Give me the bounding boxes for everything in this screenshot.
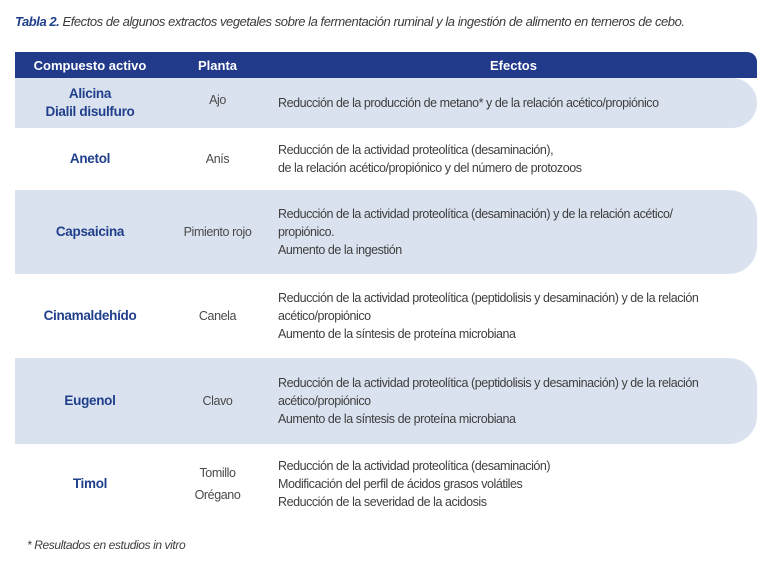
compound-cell xyxy=(15,475,165,493)
effect-line: Modificación del perfil de ácidos grasos volátiles xyxy=(278,477,523,491)
effect-line: acético/propiónico xyxy=(278,394,371,408)
effect-line: Aumento de la ingestión xyxy=(278,243,402,257)
effect-line: Reducción de la actividad proteolítica (peptidolisis y desaminación) y de la relación xyxy=(278,291,699,305)
table-row xyxy=(15,444,757,524)
compound-name: Capsaicina xyxy=(55,224,125,239)
header-compound: Compuesto activo xyxy=(33,57,147,73)
effect-line: acético/propiónico xyxy=(278,309,371,323)
plant-name: Clavo xyxy=(202,394,233,408)
footnote: * Resultados en estudios in vitro xyxy=(27,538,186,552)
plant-cell xyxy=(165,148,270,170)
effects-cell xyxy=(270,457,757,511)
table-row xyxy=(15,190,757,274)
compound-cell xyxy=(15,223,165,241)
compound-cell xyxy=(15,392,165,410)
caption-text: Efectos de algunos extractos vegetales sobre la fermentación ruminal y la ingestión de alimento en terneros de cebo. xyxy=(59,14,685,29)
compound-cell xyxy=(15,85,165,121)
plant-cell xyxy=(165,92,270,114)
table-row xyxy=(15,358,757,444)
compound-cell xyxy=(15,307,165,325)
plant-name: Orégano xyxy=(194,488,241,502)
compound-name: Cinamaldehído xyxy=(43,308,137,323)
plant-cell xyxy=(165,221,270,243)
effect-line: Reducción de la producción de metano* y de la relación acético/propiónico xyxy=(278,96,659,110)
plant-cell xyxy=(165,390,270,412)
effects-cell xyxy=(270,141,757,177)
effect-line: Reducción de la actividad proteolítica (desaminación) xyxy=(278,459,551,473)
compound-name: Alicina xyxy=(68,86,112,101)
effects-cell xyxy=(270,374,757,428)
compound-name: Dialil disulfuro xyxy=(45,104,135,119)
plant-name: Pimiento rojo xyxy=(183,225,252,239)
effects-cell xyxy=(270,94,757,112)
compound-name: Anetol xyxy=(69,151,111,166)
compound-name: Eugenol xyxy=(64,393,116,408)
plant-cell xyxy=(165,305,270,327)
table-header xyxy=(15,52,757,78)
effect-line: Reducción de la actividad proteolítica (desaminación), xyxy=(278,143,554,157)
table-caption xyxy=(15,14,755,29)
effects-table xyxy=(15,52,757,524)
effect-line: propiónico. xyxy=(278,225,335,239)
plant-name: Ajo xyxy=(209,93,226,107)
effect-line: Aumento de la síntesis de proteína microbiana xyxy=(278,327,516,341)
caption-label: Tabla 2. xyxy=(15,14,60,29)
effect-line: Reducción de la severidad de la acidosis xyxy=(278,495,487,509)
compound-cell xyxy=(15,150,165,168)
plant-name: Canela xyxy=(198,309,237,323)
effect-line: Aumento de la síntesis de proteína microbiana xyxy=(278,412,516,426)
compound-name: Timol xyxy=(72,476,108,491)
table-row xyxy=(15,274,757,358)
effects-cell xyxy=(270,289,757,343)
plant-cell xyxy=(165,462,270,506)
header-effects: Efectos xyxy=(490,57,537,73)
effect-line: Reducción de la actividad proteolítica (peptidolisis y desaminación) y de la relación xyxy=(278,376,699,390)
effects-cell xyxy=(270,205,757,259)
plant-name: Anís xyxy=(205,152,230,166)
effect-line: de la relación acético/propiónico y del número de protozoos xyxy=(278,161,582,175)
plant-name: Tomillo xyxy=(199,466,236,480)
effect-line: Reducción de la actividad proteolítica (desaminación) y de la relación acético/ xyxy=(278,207,673,221)
table-row xyxy=(15,78,757,128)
header-plant: Planta xyxy=(197,57,237,73)
table-row xyxy=(15,128,757,190)
